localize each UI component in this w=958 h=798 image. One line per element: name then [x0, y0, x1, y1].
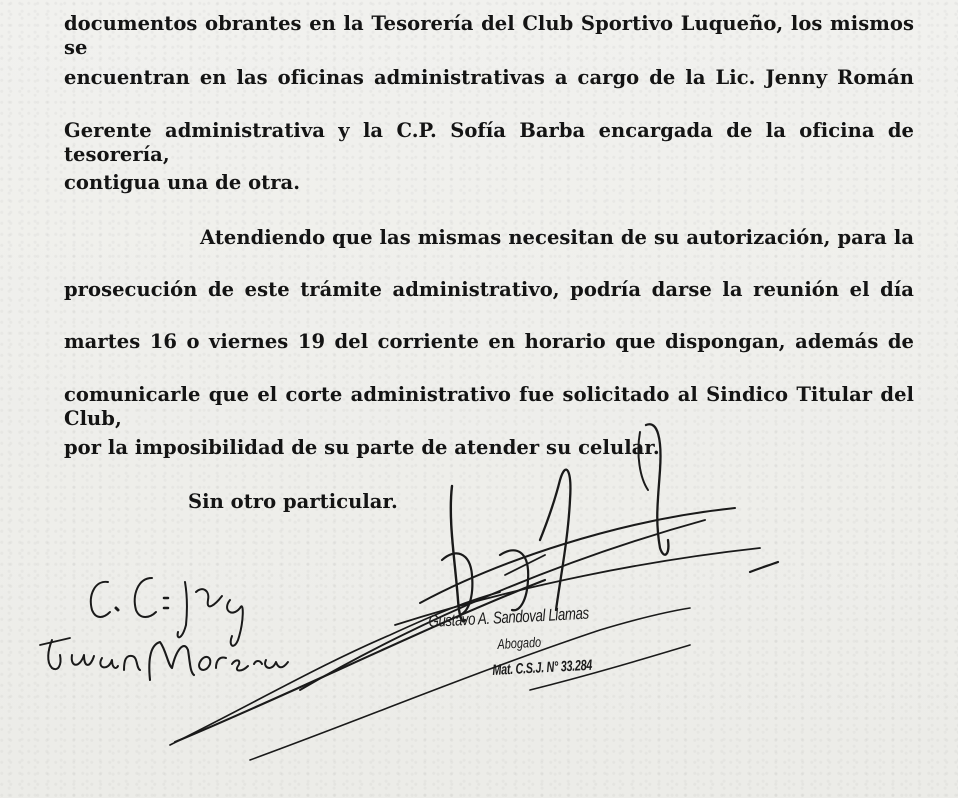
paragraph-line: Gerente administrativa y la C.P. Sofía Barba encargada de la oficina de tesorería,: [64, 119, 914, 166]
paragraph-line: martes 16 o viernes 19 del corriente en horario que dispongan, además de: [64, 330, 914, 353]
paragraph-line: encuentran en las oficinas administrativas a cargo de la Lic. Jenny Román: [64, 66, 914, 89]
stamp-registration: Mat. C.S.J. N° 33.284: [492, 656, 593, 679]
closing-line: Sin otro particular.: [188, 490, 398, 513]
paragraph-line: contigua una de otra.: [64, 171, 301, 194]
stamp-name: Gustavo A. Sandoval Llamas: [428, 603, 590, 631]
paragraph-line: comunicarle que el corte administrativo fue solicitado al Sindico Titular del Club,: [64, 383, 914, 430]
paragraph-line: Atendiendo que las mismas necesitan de su autorización, para la: [200, 226, 914, 249]
stamp-title: Abogado: [497, 633, 542, 652]
paragraph-line: documentos obrantes en la Tesorería del Club Sportivo Luqueño, los mismos se: [64, 12, 914, 59]
paragraph-line: prosecución de este trámite administrativo, podría darse la reunión el día: [64, 278, 914, 301]
paragraph-line: por la imposibilidad de su parte de atender su celular.: [64, 436, 660, 459]
